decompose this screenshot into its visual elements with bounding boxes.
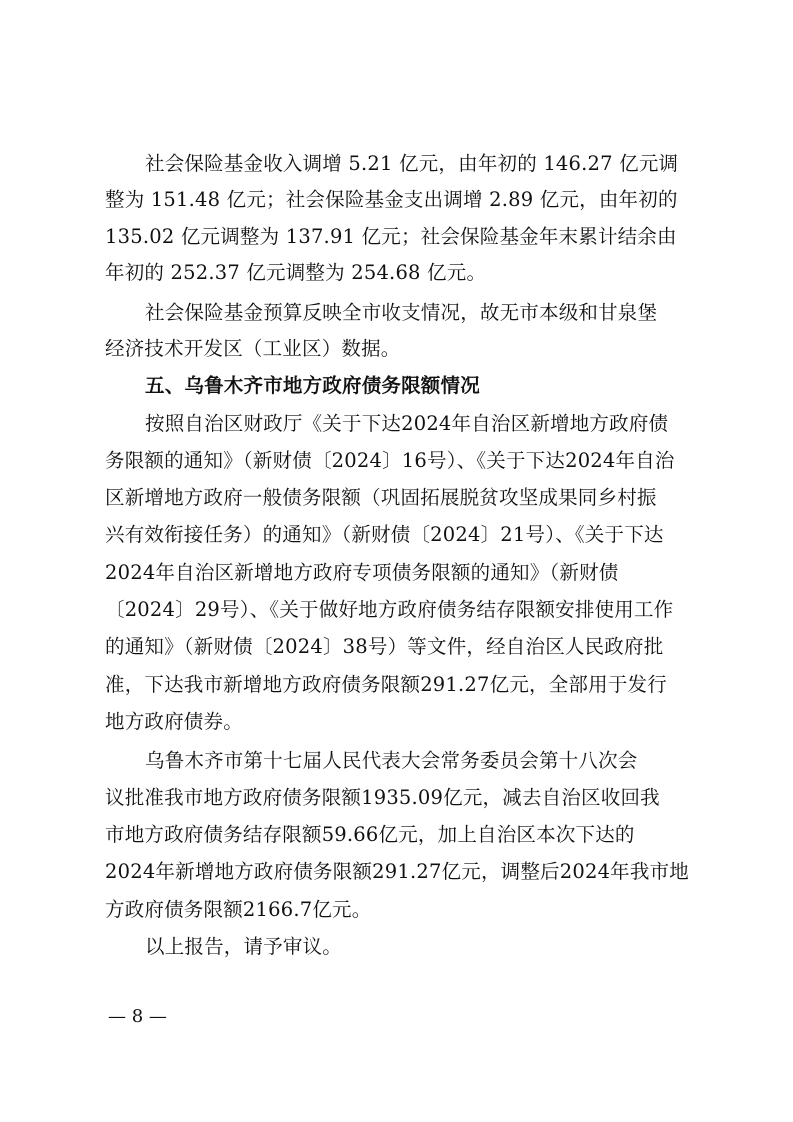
paragraph-2-line-2: 经济技术开发区（工业区）数据。: [105, 337, 401, 360]
paragraph-1-line-1: 社会保险基金收入调增 5.21 亿元，由年初的 146.27 亿元调: [145, 152, 679, 175]
paragraph-4-line-5: 方政府债务限额2166.7亿元。: [105, 898, 372, 921]
page-number: — 8 —: [108, 1006, 167, 1027]
section-heading: 五、乌鲁木齐市地方政府债务限额情况: [145, 374, 480, 397]
paragraph-1-line-2: 整为 151.48 亿元；社会保险基金支出调增 2.89 亿元，由年初的: [105, 188, 678, 211]
paragraph-3-line-3: 区新增地方政府一般债务限额（巩固拓展脱贫攻坚成果同乡村振: [105, 486, 657, 509]
paragraph-3-line-9: 地方政府债券。: [105, 710, 243, 733]
paragraph-3-line-6: 〔2024〕29号）、《关于做好地方政府债务结存限额安排使用工作: [105, 598, 674, 621]
paragraph-1-line-4: 年初的 252.37 亿元调整为 254.68 亿元。: [105, 261, 487, 284]
paragraph-3-line-2: 务限额的通知》（新财债〔2024〕16号）、《关于下达2024年自治: [105, 449, 675, 472]
paragraph-3-line-7: 的通知》（新财债〔2024〕38号）等文件，经自治区人民政府批: [105, 635, 664, 658]
paragraph-2-line-1: 社会保险基金预算反映全市收支情况，故无市本级和甘泉堡: [145, 301, 658, 324]
paragraph-4-line-3: 市地方政府债务结存限额59.66亿元，加上自治区本次下达的: [105, 823, 635, 846]
paragraph-1-line-3: 135.02 亿元调整为 137.91 亿元；社会保险基金年末累计结余由: [105, 225, 677, 248]
paragraph-3-line-5: 2024年自治区新增地方政府专项债务限额的通知》（新财债: [105, 561, 619, 584]
paragraph-4-line-2: 议批准我市地方政府债务限额1935.09亿元，减去自治区收回我: [105, 786, 660, 809]
closing-statement: 以上报告，请予审议。: [145, 935, 343, 958]
paragraph-4-line-4: 2024年新增地方政府债务限额291.27亿元，调整后2024年我市地: [105, 860, 689, 883]
paragraph-3-line-1: 按照自治区财政厅《关于下达2024年自治区新增地方政府债: [145, 412, 669, 435]
paragraph-3-line-8: 准，下达我市新增地方政府债务限额291.27亿元，全部用于发行: [105, 673, 667, 696]
paragraph-3-line-4: 兴有效衔接任务）的通知》（新财债〔2024〕21号）、《关于下达: [105, 523, 664, 546]
paragraph-4-line-1: 乌鲁木齐市第十七届人民代表大会常务委员会第十八次会: [145, 749, 638, 772]
